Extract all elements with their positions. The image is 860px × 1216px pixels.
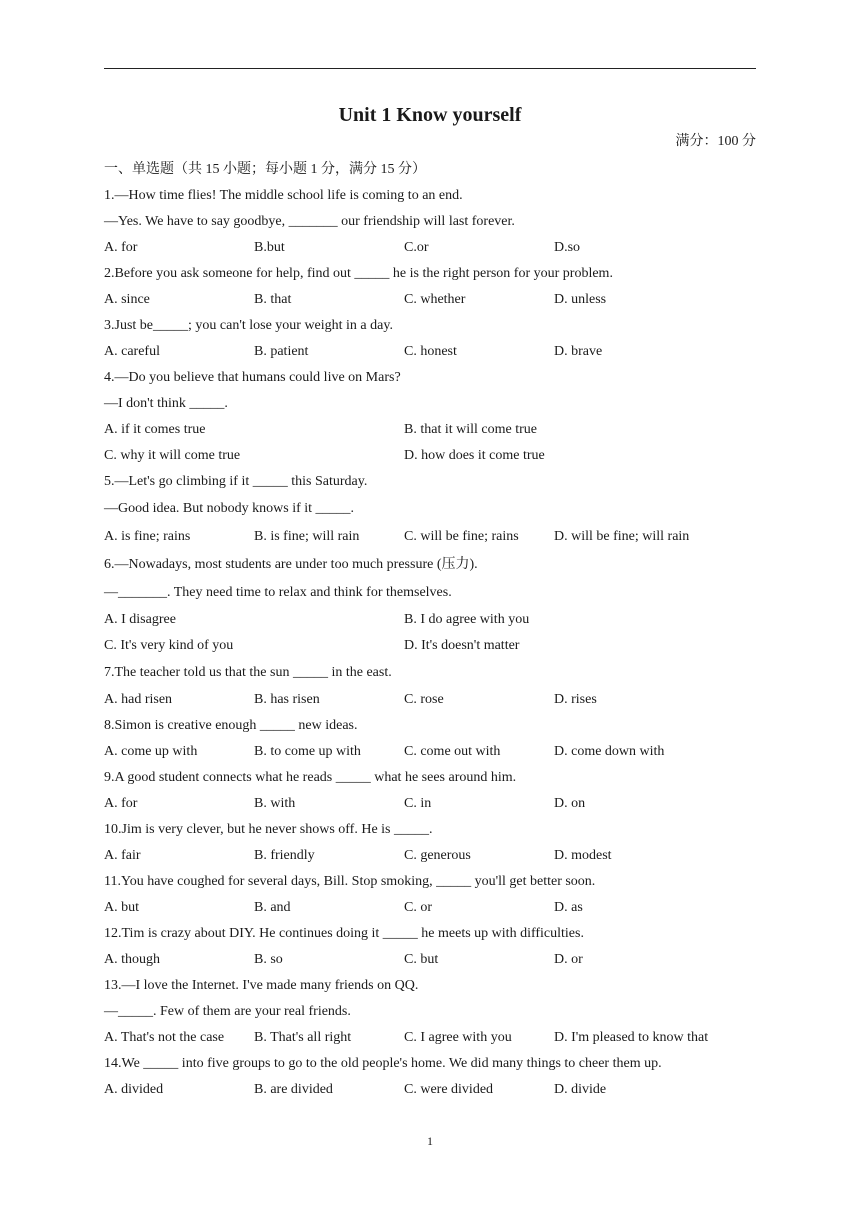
document-body <box>104 157 756 1103</box>
option-d: D. brave <box>554 344 603 359</box>
question-item <box>104 469 756 551</box>
question-item <box>104 261 756 313</box>
option-a: A. fair <box>104 848 141 863</box>
option-b: B. to come up with <box>254 744 361 759</box>
option-b: B. is fine; will rain <box>254 529 360 544</box>
question-item <box>104 817 756 869</box>
options-row <box>104 633 756 659</box>
option-d: D. come down with <box>554 744 665 759</box>
question-list <box>104 183 756 1103</box>
question-item <box>104 365 756 469</box>
options-row <box>104 791 756 817</box>
option-c: C. were divided <box>404 1082 494 1097</box>
option-d: D. rises <box>554 692 597 707</box>
option-a: A. is fine; rains <box>104 529 191 544</box>
question-dialogue-line: —_______. They need time to relax and think for themselves. <box>104 585 452 600</box>
option-c: C.or <box>404 240 429 255</box>
option-c: C. in <box>404 796 432 811</box>
question-stem: 13.—I love the Internet. I've made many friends on QQ. <box>104 978 419 993</box>
page-number: 1 <box>427 1134 433 1148</box>
full-score-label: 满分：100 分 <box>675 134 756 149</box>
option-d: D. how does it come true <box>404 448 545 463</box>
option-d: D. or <box>554 952 583 967</box>
options-row <box>104 843 756 869</box>
option-a: A. but <box>104 900 139 915</box>
option-a: A. for <box>104 240 138 255</box>
question-stem: 8.Simon is creative enough _____ new ideas. <box>104 718 358 733</box>
option-b: B. That's all right <box>254 1030 352 1045</box>
option-b: B. and <box>254 900 291 915</box>
option-c: C. will be fine; rains <box>404 529 519 544</box>
option-b: B.but <box>254 240 285 255</box>
option-d: D. modest <box>554 848 612 863</box>
question-item <box>104 551 756 659</box>
options-row <box>104 287 756 313</box>
option-d: D. unless <box>554 292 607 307</box>
options-row <box>104 739 756 765</box>
question-stem: 12.Tim is crazy about DIY. He continues doing it _____ he meets up with difficulties. <box>104 926 584 941</box>
options-row <box>104 947 756 973</box>
question-stem: 10.Jim is very clever, but he never shows off. He is _____. <box>104 822 433 837</box>
option-c: C. but <box>404 952 439 967</box>
question-stem: 11.You have coughed for several days, Bill. Stop smoking, _____ you'll get better soon. <box>104 874 596 889</box>
question-stem: 6.—Nowadays, most students are under too much pressure (压力). <box>104 557 478 572</box>
option-a: A. for <box>104 796 138 811</box>
option-c: C. whether <box>404 292 466 307</box>
option-b: B. are divided <box>254 1082 333 1097</box>
question-item <box>104 1051 756 1103</box>
option-a: A. come up with <box>104 744 198 759</box>
options-row <box>104 687 756 713</box>
question-item <box>104 659 756 713</box>
option-c: C. why it will come true <box>104 448 241 463</box>
option-c: C. or <box>404 900 432 915</box>
option-b: B. with <box>254 796 296 811</box>
option-b: B. so <box>254 952 283 967</box>
option-c: C. generous <box>404 848 471 863</box>
question-stem: 14.We _____ into five groups to go to the old people's home. We did many things to cheer them up. <box>104 1056 662 1071</box>
question-item <box>104 921 756 973</box>
option-c: C. rose <box>404 692 444 707</box>
option-a: A. since <box>104 292 150 307</box>
options-row <box>104 523 756 551</box>
options-row <box>104 1077 756 1103</box>
question-dialogue-line: —I don't think _____. <box>104 396 228 411</box>
header-rule <box>104 68 756 69</box>
question-stem: 9.A good student connects what he reads _____ what he sees around him. <box>104 770 517 785</box>
option-d: D. It's doesn't matter <box>404 638 520 653</box>
options-row <box>104 1025 756 1051</box>
option-b: B. I do agree with you <box>404 612 530 627</box>
question-item <box>104 973 756 1051</box>
question-stem: 3.Just be_____; you can't lose your weight in a day. <box>104 318 393 333</box>
question-item <box>104 765 756 817</box>
option-d: D. I'm pleased to know that <box>554 1030 709 1045</box>
option-b: B. that it will come true <box>404 422 537 437</box>
question-stem: 5.—Let's go climbing if it _____ this Saturday. <box>104 474 368 489</box>
option-a: A. That's not the case <box>104 1030 225 1045</box>
question-item <box>104 713 756 765</box>
question-dialogue-line: —Good idea. But nobody knows if it _____. <box>104 501 355 516</box>
option-a: A. I disagree <box>104 612 176 627</box>
option-a: A. careful <box>104 344 160 359</box>
option-d: D. will be fine; will rain <box>554 529 690 544</box>
question-stem: 7.The teacher told us that the sun _____ in the east. <box>104 665 392 680</box>
options-row <box>104 607 756 633</box>
question-stem: 1.—How time flies! The middle school life is coming to an end. <box>104 188 463 203</box>
option-a: A. though <box>104 952 160 967</box>
question-dialogue-line: —_____. Few of them are your real friends. <box>104 1004 351 1019</box>
option-c: C. honest <box>404 344 457 359</box>
question-stem: 2.Before you ask someone for help, find out _____ he is the right person for your problem. <box>104 266 613 281</box>
option-b: B. friendly <box>254 848 315 863</box>
option-b: B. patient <box>254 344 309 359</box>
section-heading: 一、单选题（共 15 小题；每小题 1 分，满分 15 分） <box>104 162 426 177</box>
question-stem: 4.—Do you believe that humans could live on Mars? <box>104 370 401 385</box>
option-d: D.so <box>554 240 581 255</box>
question-item <box>104 313 756 365</box>
option-c: C. I agree with you <box>404 1030 512 1045</box>
options-row <box>104 895 756 921</box>
option-b: B. has risen <box>254 692 320 707</box>
option-a: A. divided <box>104 1082 164 1097</box>
option-b: B. that <box>254 292 292 307</box>
option-a: A. had risen <box>104 692 173 707</box>
question-item <box>104 183 756 261</box>
option-c: C. It's very kind of you <box>104 638 234 653</box>
option-d: D. divide <box>554 1082 607 1097</box>
option-a: A. if it comes true <box>104 422 206 437</box>
question-item <box>104 869 756 921</box>
option-c: C. come out with <box>404 744 501 759</box>
question-dialogue-line: —Yes. We have to say goodbye, _______ our friendship will last forever. <box>104 214 515 229</box>
options-row <box>104 417 756 443</box>
option-d: D. as <box>554 900 583 915</box>
options-row <box>104 339 756 365</box>
options-row <box>104 443 756 469</box>
document-title: Unit 1 Know yourself <box>338 104 522 126</box>
options-row <box>104 235 756 261</box>
option-d: D. on <box>554 796 586 811</box>
